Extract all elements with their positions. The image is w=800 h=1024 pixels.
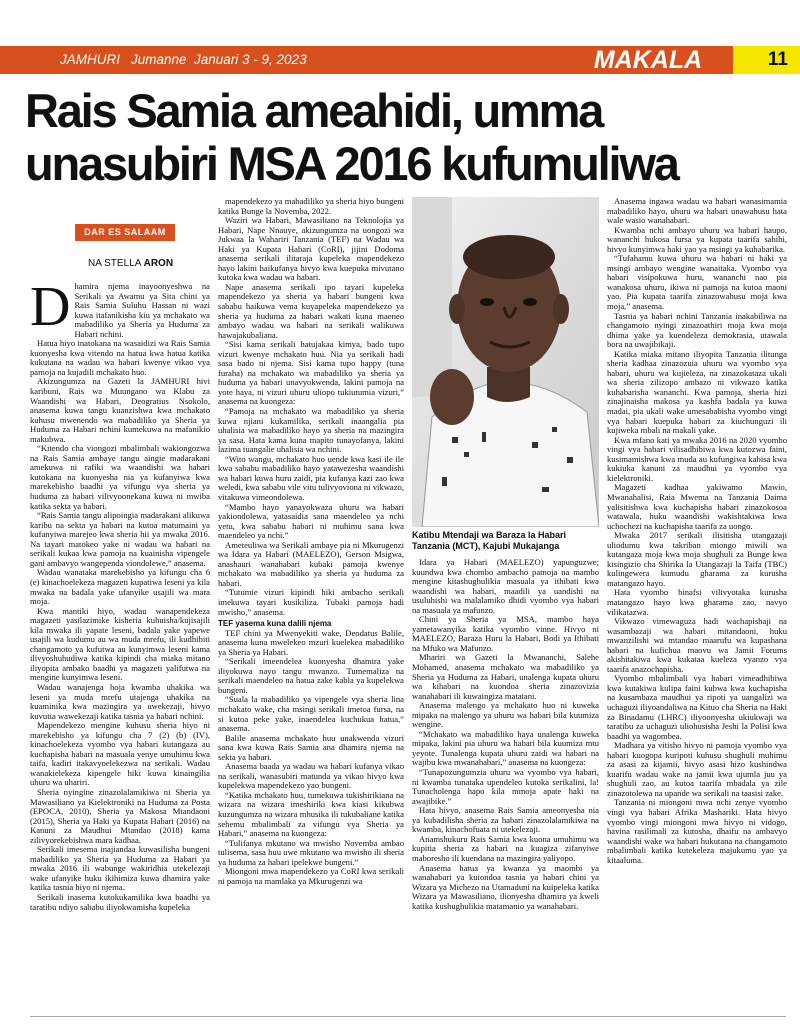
paragraph: Vyombo mbalimbali vya habari vimeadhibiwa kwa kutakiwa kulipa faini kubwa kwa kuchapisha na kusambaza maudhui ya ripoti ya uangalizi wa uchaguzi iliyoandaliwa na Kituo cha Sheria na Haki za Binadamu (LHRC) iliyoonyesha ukiukwaji wa taratibu za uchaguzi uliohusisha Jeshi la Polisi kwa baadhi ya wagombea. [607, 673, 787, 741]
paragraph: “Serikali imeendelea kuonyesha dhamira yake iliyokuwa nayo tangu mwanzo. Tumemaliza na serikali maendeleo na hatua zake kabla ya kupelekwa bungeni. [218, 656, 404, 695]
headline-line-2: unasubiri MSA 2016 kufumuliwa [25, 137, 678, 190]
paragraph: Anasema malengo ya mchakato huo ni kuweka mipaka na malengo ya uhuru wa habari bila kuumiza wengine. [412, 700, 599, 730]
paragraph: “Tufahamu kuwa uhuru wa habari ni haki ya msingi ambayo wengine wanaitaka. Vyombo vya habari visipokuwa huru, wananchi nao pia wanakosa uhuru, ikiwa ni pamoja na kutoa maoni yao. Pia kupata taarifa zinazowahusu moja kwa moja,” anasema. [607, 253, 787, 312]
paragraph: hamira njema inayoonyeshwa na Serikali ya Awamu ya Sita chini ya Rais Samia Suluhu Hassan ni wazi kuwa itafanikisha kiu ya mchakato wa mabadiliko ya Sheria ya Huduma za Habari nchini. [74, 282, 210, 339]
page-number: 11 [767, 49, 788, 70]
paragraph: Anamshukuru Rais Samia kwa kuona umuhimu wa kupitia sheria za habari na kuagiza zifanyiwe maboresho ili kuendana na mazingira yaliyopo. [412, 833, 599, 863]
paragraph: Katika miaka mitano iliyopita Tanzania ilitunga sheria kadhaa zinazozuia uhuru wa vyombo vya habari, uhuru wa kujieleza, na zinazokataza ukali wa sheria zilizopo ambazo ni vikwazo katika kuhabarisha wananchi. Kwa pamoja, sheria hizi zinajinaisha makosa ya kashfa badala ya kuwa madai, pia ukali wake umesababisha vyombo vingi vya habari kuepuka habari za kiuchunguzi ili kujiweka mbali na makali yake. [607, 348, 787, 436]
paragraph: “Tutumie vizuri kipindi hiki ambacho serikali imekuwa tayari kusikiliza. Tubaki pamoja hadi mwisho,” anasema. [218, 587, 404, 617]
paragraph: “Tunapozungumzia uhuru wa vyombo vya habari, ni kwamba tunataka upendeleo kutoka serikalini, la! Tunacholenga hapo kila mmoja apate haki na awajibike.” [412, 767, 599, 806]
paragraph: Chini ya Sheria ya MSA, mambo haya yametawanyika katika vyombo vinne. Hivyo ni MAELEZO, Baraza Huru la Habari, Bodi ya Ithibati na Mfuko wa Mafunzo. [412, 614, 599, 653]
photo-caption: Katibu Mtendaji wa Baraza la Habari Tanzania (MCT), Kajubi Mukajanga [412, 530, 567, 551]
paragraph: Miongoni mwa mapendekezo ya CoRI kwa serikali ni pamoja na mamlaka ya Mkurugenzi wa [218, 866, 404, 886]
paragraph: TEF chini ya Mwenyekiti wake, Deodatus Balile, anasema kuna mwelekeo mzuri kuelekea mabadiliko ya Sheria ya Habari. [218, 627, 404, 657]
article-column-4 [607, 197, 787, 1017]
headline [25, 84, 785, 190]
paragraph: “Pamoja na mchakato wa mabadiliko ya sheria kuwa njiani kukamilika, serikali inaangalia pia uhalisia wa mabadiliko hayo ya sheria na mazingira ya sasa. Hata kama kuna mapito tunayofanya, lakini lazima tuangalie uhalisia wa nchini. [218, 406, 404, 455]
subheading: TEF yasema kuna dalili njema [218, 619, 332, 629]
paragraph: Magazeti kadhaa yakiwamo Mawio, Mwanahalisi, Raia Mwema na Tanzania Daima yalisitishwa kwa kuchapisha habari zinazokosoa watawala, huku waandishi wakishtakiwa kwa uchochezi na kuchapisha taarifa za uongo. [607, 482, 787, 531]
publication-name: JAMHURI [60, 52, 120, 67]
paragraph: “Mambo hayo yanayokwaza uhuru wa habari yakiondolewa, yatasaidia sana maendeleo ya nchi yetu, kwa sababu habari ni muhimu sana kwa maendeleo ya nchi.” [218, 501, 404, 541]
portrait-photo [412, 197, 599, 527]
header-section-bar [563, 46, 800, 74]
paragraph: mapendekezo ya mabadiliko ya sheria hiyo bungeni katika Bunge la Novemba, 2022. [218, 197, 404, 216]
page-header [0, 46, 800, 74]
paragraph: Serikali inasema kutokukamilika kwa baadhi ya taratibu ndiyo sababu iliyokwamisha kupeleka [30, 892, 210, 912]
issue-day: Jumanne [131, 52, 187, 67]
paragraph: Wadau wanajenga hoja kwamba uhakika wa leseni ya muda mrefu utajenga uhakika na kuaminika kwa mazingira ya uwekezaji, hivyo kuvutia wawekezaji katika tasnia ya habari nchini. [30, 681, 210, 721]
paragraph: Balile anasema mchakato huu unakwenda vizuri sana kwa kuwa Rais Samia ana dhamira njema na sekta ya habari. [218, 732, 404, 762]
paragraph: Sheria nyingine zinazolalamikiwa ni Sheria ya Mawasiliano ya Kielektroniki na Huduma za Posta (EPOCA, 2010), Sheria ya Makosa Mtandaoni (2015), Sheria ya Haki ya Kupata Habari (2016) na Kanuni za Maudhui Mtandao (2018) kama zilivyorekebishwa mara kadhaa. [30, 786, 210, 845]
article-column-3 [412, 558, 599, 1018]
paragraph: Waziri wa Habari, Mawasiliano na Teknolojia ya Habari, Nape Nnauye, akizungumza na uongozi wa Jukwaa la Wahariri Tanzania (TEF) na Wadau wa Haki ya Kupata Habari (CoRI), jijini Dodoma anasema serikali ilitaraja kupeleka mapendekezo hayo lakini haikufanya hivyo kwa kuepuka mivutano kutoka kwa wadau wa habari. [218, 215, 404, 283]
paragraph: Kwa mantiki hiyo, wadau wanapendekeza magazeti yasilazimike kisheria kuhuisha/kujisajili kila mwaka ili yapate leseni, badala yake yapewe usajili wa kudumu au wa muda mrefu, ili kudhibiti changamoto ya kufutwa au kunyimwa leseni kama ilivyoshuhudiwa katika kipindi cha miaka mitano iliyopita ambako baadhi ya magazeti yalifutwa na mengine kunyimwa leseni. [30, 605, 210, 683]
paragraph: “Rais Samia tangu alipoingia madarakani alikuwa karibu na sekta ya habari na kutoa matumaini ya kufanyiwa marejeo kwa sheria hii ya mwaka 2016. Na tayari matokeo yake ni wadau wa habari na serikali kukaa kwa pamoja na kuainisha vipengele gani ambavyo wangependa viondolewe,” anasema. [30, 510, 210, 568]
paragraph: “Kitendo cha viongozi mbalimbali wakiongozwa na Rais Samia ambaye tangu aingie madarakani amekuwa ni rafiki wa waandishi wa habari kutokana na kuonyesha nia ya kufanyiwa kwa marekebisho baadhi ya vifungu vya sheria ya huduma za habari vilivyoonekana kuwa ni mwiba katika sekta ya habari. [30, 443, 210, 511]
paragraph: Tasnia ya habari nchini Tanzania inakabiliwa na changamoto nyingi zinazoathiri moja kwa moja dhima yake ya kuendeleza demokrasia, utawala bora na uwajibikaji. [607, 310, 787, 350]
paragraph: Hatua hiyo inatokana na wasaidizi wa Rais Samia kuonyesha kwa vitendo na hatua kwa hatua katika kukutana na wadau wa habari kwenye vikao vya pamoja na kujadili mchakato huo. [30, 338, 210, 377]
page-bottom-rule [30, 1016, 786, 1017]
paragraph: Mapendekezo mengine kuhusu sheria hiyo ni marekebisho ya kifungu cha 7 (2) (b) (IV), kinachoelekeza vyombo vya habari kutangaza au kuchapisha habari na masuala yenye umuhimu kwa taifa, kadiri itakavyoelekezwa na serikali. Wadau wanakielekeza kipengele hiki kuwa kinaingilia uhuru wa uhariri. [30, 720, 210, 788]
paragraph: “Suala la mabadiliko ya vipengele vya sheria lina mchakato wake, cha msingi serikali imetoa fursa, na si kutoa peke yake, inaendelea kuchukua hatua,” anasema. [218, 694, 404, 734]
paragraph: Ameteuliwa wa Serikali ambaye pia ni Mkurugenzi wa Idara ya Habari (MAELEZO), Gerson Msigwa, anashauri wanahabari kubaki pamoja kwenye mchakato wa mabadiliko ya sheria ya huduma za habari. [218, 539, 404, 588]
paragraph: Kwa mfano kati ya mwaka 2016 na 2020 vyombo vingi vya habari vilisadhibiwa kwa kutozwa faini, kusimamishwa kwa muda au kufungiwa kabisa kwa kukiuka kanuni za maudhui ya vyombo vya kielektroniki. [607, 434, 787, 483]
paragraph: “Sisi kama serikali hatujakaa kimya, bado tupo vizuri kwenye mchakato huu. Nia ya serikali hadi sasa bado ni njema. Sisi kama tupo happy (tuna furaha) na mchakato wa mabadiliko ya sheria ya huduma ya habari unavyokwenda, lakini pamoja na yote haya, ni vizuri uhuru uliopo tukiutumia vizuri,” anasema na kuongeza: [218, 339, 404, 407]
paragraph: Serikali imesema inajiandaa kuwasilisha bungeni mabadiliko ya Sheria ya Huduma za Habari ya mwaka 2016 ili wabunge wakiridhia utekelezaji wake ufanyike huku ikihimiza kuwa dhamira yake katika tasnia hiyo ni njema. [30, 844, 210, 893]
paragraph: Hata vyombo binafsi vilivyotaka kurusha matangazo hayo kwa gharama zao, navyo vilikatazwa. [607, 587, 787, 617]
drop-cap: D [30, 282, 71, 338]
paragraph: Madhara ya vitisho hivyo ni pamoja vyombo vya habari kuogopa kuripoti kuhusu shughuli muhimu za asasi za kijamii, hivyo asasi hizo kushindwa kuarifu wadau wake na jamii kwa ujumla juu ya shughuli zao, au kutoa taarifa mbadala ya zile zinazotolewa na upande wa serikali na taasisi zake. [607, 740, 787, 798]
byline-prefix: NA STELLA [88, 258, 141, 269]
paragraph: Akizungumza na Gazeti la JAMHURI hivi karibuni, Rais wa Muungano wa Klabu za Waandishi wa Habari, Deogratius Nsokolo, anasema kuwa tangu kuanzishwa kwa mchakato kuhusu mwenendo wa mabadiliko ya Sheria ya Huduma za Habari nchini kumekuwa na mafanikio makubwa. [30, 376, 210, 444]
paragraph: Nape anasema serikali ipo tayari kupeleka mapendekezo ya sheria ya habari bungeni kwa sababu haikuwa vema kuyapeleka mapendekezo ya sheria ya huduma za habari wakati kuna maeneo ambayo wadau wa habari na serikali walikuwa hawajakubaliana. [218, 281, 404, 340]
paragraph: Idara ya Habari (MAELEZO) yapunguzwe; kuundwa kwa chombo ambacho pamoja na mambo mengine kitashughulikia masuala ya ithibati kwa waandishi wa habari, maadili ya uandishi na usuluhishi wa malalamiko dhidi vyombo vya habari na masuala ya mafunzo. [412, 558, 599, 615]
byline-author: ARON [143, 258, 174, 269]
paragraph: “Tulifanya mkutano wa mwisho Novemba ambao tulisema, sasa huu uwe mkutano wa mwisho ili sheria ya huduma za habari ipelekwe bungeni.” [218, 837, 404, 867]
article-column-1 [30, 282, 210, 1017]
paragraph: Tanzania ni miongoni mwa nchi zenye vyombo vingi vya habari Afrika Mashariki. Hata hivyo vyombo vingi miongoni mwa hivyo ni vidogo, havina rasilimali za kutosha, dhaifu na ambavyo waandishi wake wa habari hukutana na changamoto mbalimbali katika kutekeleza majukumu yao ya kitaaluma. [607, 797, 787, 865]
paragraph: “Mchakato wa mabadiliko haya unalenga kuweka mipaka, lakini pia uhuru wa habari bila kuumiza mtu yeyote. Tunalenga kupata uhuru zaidi wa habari na wajibu kwa mwanahabari,” anasema na kuongeza: [412, 728, 599, 768]
header-info-bar [0, 46, 563, 74]
paragraph: Hata hivyo, anasema Rais Samia ameonyesha nia ya kubadilisha sheria za habari zinazolalamikiwa na kwamba, kinachofuata ni utekelezaji. [412, 805, 599, 835]
paragraph: Wadau wanataka marekebisho ya kifungu cha 6 (e) kinachoelekeza magazeti kupatiwa leseni ya kila mwaka na badala yake ufanyike usajili wa mara moja. [30, 567, 210, 607]
article-column-2 [218, 197, 404, 1017]
paragraph: Anasema hatua ya kwanza ya maombi ya wanahabari ya kuiondoa tasnia ya habari chini ya Wizara ya Michezo na Utamaduni na kuipeleka katika Wizara ya Mawasiliano, ilionyesha dhamira ya kweli katika kushughulikia matamanio ya wanahabari. [412, 862, 599, 911]
paragraph: Mwaka 2017 serikali ilisitisha utangazaji uliodumu kwa takriban miongo miwili wa kutangaza moja kwa moja shughuli za Bunge kwa kisingizio cha Shirika la Utangazaji la Taifa (TBC) kulingewera kumudu gharama za kurusha matangazo hayo. [607, 530, 787, 588]
paragraph: Anasema ingawa wadau wa habari wanasimamia mabadiliko hayo, uhuru wa habari unawahusu hata wale wasio wanahabari. [607, 197, 787, 226]
dateline-badge: DAR ES SALAAM [75, 224, 175, 241]
paragraph: Kwamba nchi ambayo uhuru wa habari haupo, wananchi hukosa fursa ya kupata taarifa sahihi, hivyo kunyimwa haki yao ya msingi ya kuhabarika. [607, 224, 787, 254]
paragraph: Vikwazo vimewaguza hadi wachapishaji na wasambazaji wa habari mitandaoni, huku mwanzilishi wa mtandao maarufu wa kupashana habari na kufichua maovu wa Jamii Forums akishitakiwa kwa kukataa kueleza vyanzo vya taarifa anazochapisha. [607, 616, 787, 674]
section-label: MAKALA [563, 46, 733, 74]
paragraph: “Katika mchakato huu, tumekuwa tukishirikiana na wizara na wizara imeshiriki kwa kiasi kikubwa kuzungumza na wizara mhusika ili tukubaliane katika sehemu mbalimbali za vifungu vya Sheria ya Habari,” anasema na kuongeza: [218, 789, 404, 839]
portrait-illustration [412, 197, 599, 527]
byline [88, 258, 173, 269]
paragraph: Mhariri wa Gazeti la Mwananchi, Salehe Mohamed, anasema mchakato wa mabadiliko ya Sheria ya Huduma za Habari, unalenga kupata uhuru wa kihabari na kuondoa sheria zinazovizia wanahabari ili kuwaingiza matatani. [412, 652, 599, 701]
headline-line-1: Rais Samia ameahidi, umma [25, 84, 603, 137]
issue-date: Januari 3 - 9, 2023 [194, 52, 307, 67]
paragraph: Anasema baada ya wadau wa habari kufanya vikao na serikali, wanasubiri matunda ya vikao hivyo kwa kupelekwa mapendekezo yao bungeni. [218, 761, 404, 791]
paragraph: “Wito wangu, mchakato huo uende kwa kasi ile ile kwa sababu mabadiliko hayo yatawezesha waandishi wa habari kuwa huru zaidi, pia kufanya kazi zao kwa weledi, kwa sababu vile vitu tulivyoviona ni vikwazo, vitakuwa vimeondolewa. [218, 453, 404, 502]
